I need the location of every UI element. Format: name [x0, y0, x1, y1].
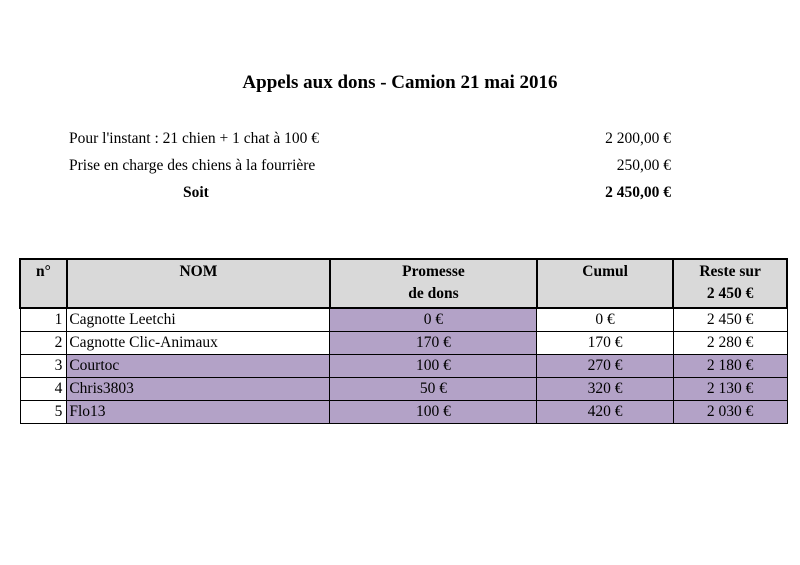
table-row — [20, 378, 787, 401]
donations-table — [19, 258, 788, 424]
cell-cumul: 320 € — [537, 378, 673, 401]
cell-reste: 2 130 € — [673, 378, 787, 401]
header-promesse — [330, 259, 537, 308]
summary-label: Pour l'instant : 21 chien + 1 chat à 100 € — [69, 130, 320, 147]
cell-num: 4 — [20, 378, 67, 401]
header-reste-line1: Reste sur — [699, 263, 761, 280]
summary-line-pound — [69, 157, 671, 177]
cell-nom: Cagnotte Clic-Animaux — [67, 332, 330, 355]
summary-amount: 2 200,00 € — [605, 130, 671, 147]
table-row — [20, 401, 787, 424]
cell-num: 3 — [20, 355, 67, 378]
cell-cumul: 0 € — [537, 308, 673, 332]
table-row — [20, 308, 787, 332]
summary-line-animals — [69, 130, 671, 150]
cell-num: 2 — [20, 332, 67, 355]
cell-reste: 2 450 € — [673, 308, 787, 332]
header-num: n° — [20, 259, 67, 308]
cell-promesse: 0 € — [330, 308, 537, 332]
header-promesse-line1: Promesse — [402, 263, 465, 280]
cell-promesse: 100 € — [330, 355, 537, 378]
cell-num: 5 — [20, 401, 67, 424]
table-row — [20, 332, 787, 355]
summary-amount: 250,00 € — [616, 157, 671, 174]
cell-cumul: 170 € — [537, 332, 673, 355]
cell-reste: 2 180 € — [673, 355, 787, 378]
cell-nom: Flo13 — [67, 401, 330, 424]
cell-nom: Courtoc — [67, 355, 330, 378]
header-promesse-line2: de dons — [408, 285, 459, 302]
cell-num: 1 — [20, 308, 67, 332]
cell-promesse: 50 € — [330, 378, 537, 401]
cell-reste: 2 280 € — [673, 332, 787, 355]
cell-reste: 2 030 € — [673, 401, 787, 424]
page-title: Appels aux dons - Camion 21 mai 2016 — [242, 72, 558, 93]
table-row — [20, 355, 787, 378]
header-cumul: Cumul — [537, 259, 673, 308]
header-nom: NOM — [67, 259, 330, 308]
summary-label: Prise en charge des chiens à la fourrière — [69, 157, 316, 174]
header-reste-line2: 2 450 € — [706, 285, 754, 302]
cell-cumul: 420 € — [537, 401, 673, 424]
summary-total-label: Soit — [183, 184, 209, 201]
cell-cumul: 270 € — [537, 355, 673, 378]
cell-nom: Chris3803 — [67, 378, 330, 401]
cell-promesse: 100 € — [330, 401, 537, 424]
header-reste — [673, 259, 787, 308]
summary-total — [69, 184, 671, 204]
table-header-row — [20, 259, 787, 308]
cell-nom: Cagnotte Leetchi — [67, 308, 330, 332]
cell-promesse: 170 € — [330, 332, 537, 355]
summary-total-amount: 2 450,00 € — [605, 184, 671, 201]
